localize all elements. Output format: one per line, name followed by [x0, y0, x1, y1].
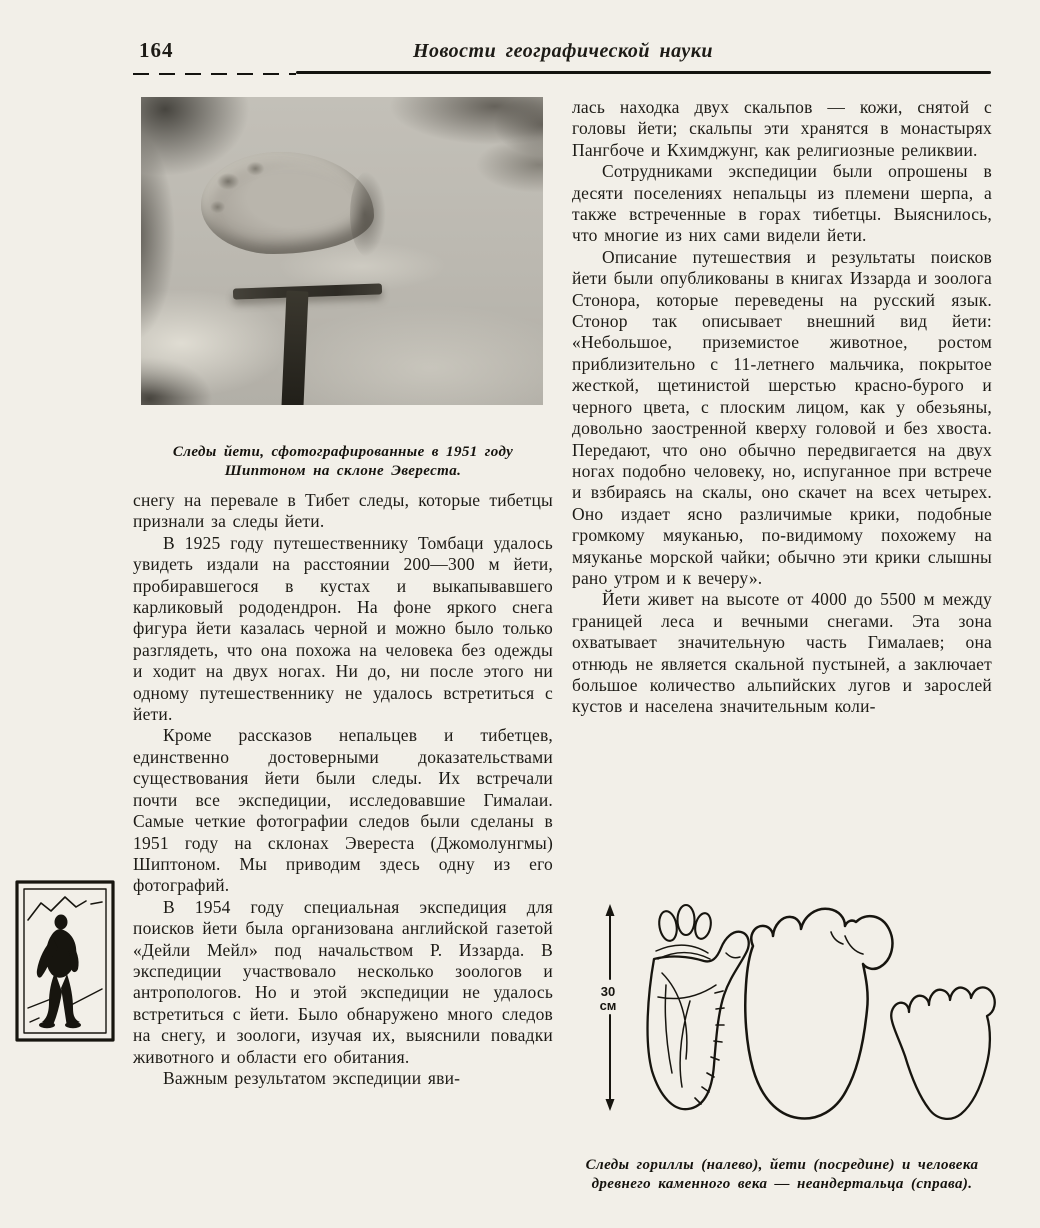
paragraph: В 1925 году путешественнику Томбаци удалось увидеть издали на расстоянии 200—300 м йети, пробиравшегося в кустах и выкапывавшего карликовый рододендрон. На фоне яркого снега фигура йети казалась черной и можно было только разглядеть, что она похожа на человека без одежды и ходит на двух ногах. Ни до, ни после этого ни одному путешественнику не удалось встретиться с йети. [133, 532, 553, 725]
footprint-rim-shadow [350, 171, 386, 257]
page-number: 164 [139, 38, 174, 62]
mountain-dash [91, 902, 102, 904]
yeti-walking-drawing [15, 880, 115, 1042]
yeti-figure [37, 915, 81, 1029]
paragraph: снегу на перевале в Тибет следы, которые тибетцы признали за следы йети. [133, 490, 553, 532]
figure-caption: Следы гориллы (налево), йети (посредине) и человека древнего каменного века — неандертальца (справа). [585, 1157, 979, 1192]
footprints-comparison-figure [578, 893, 998, 1139]
gorilla-footprint [648, 905, 749, 1109]
paragraph: Йети живет на высоте от 4000 до 5500 м между границей леса и вечными снегами. Эта зона охватывает значительную часть Гималаев; она отнюдь не является скальной пустыней, а заключает большое количество альпийских лугов и зарослей кустов и населена значительным коли- [572, 589, 992, 717]
paragraph: В 1954 году специальная экспедиция для поисков йети была организована английской газетой «Дейли Мейл» под начальством Р. Иззарда. В экспедиции участвовало несколько зоологов и антропологов. Но и этой экспедиции не удалось встретиться с йети. Было обнаружено много следов на снегу, и зоологи, изучая их, выяснили повадки животного и области его обитания. [133, 896, 553, 1067]
paragraph: Описание путешествия и результаты поисков йети были опубликованы в книгах Иззарда и зоолога Стонора, которые переведены на русский язык. Стонор так описывает внешний вид йети: «Небольшое, приземистое животное, ростом приблизительно с 11-летнего мальчика, покрытое жесткой, щетинистой шерстью красно-бурого и черного цвета, с плоским лицом, как у обезьяны, довольно заостренной кверху головой и без хвоста. Передают, что оно обычно передвигается на двух ногах подобно человеку, но, испуганное при встрече и взбираясь на скалы, оно скачет на всех четырех. Оно издает ясно различимые крики, подобные громкому мяуканью, по-видимому похожему на мяуканье морской чайки; обычно эти крики слышны рано утром и к вечеру». [572, 246, 992, 588]
scale-value-label: 30 [600, 984, 616, 999]
right-column [572, 97, 992, 718]
header-rule-dashed-segment [133, 73, 296, 75]
header-rule [133, 70, 991, 76]
neanderthal-footprint [891, 987, 994, 1118]
paragraph: Кроме рассказов непальцев и тибетцев, единственно достоверными доказательствами существования йети были следы. Их встречали почти все экспедиции, исследовавшие Гималаи. Самые четкие фотографии следов были сделаны в 1951 году на склонах Эвереста (Джомолунгмы) Шиптоном. Мы приводим здесь одну из его фотографий. [133, 725, 553, 896]
ice-axe-handle [281, 291, 308, 405]
scale-unit-label: см [599, 998, 617, 1013]
header-rule-line [296, 71, 991, 74]
footprint-toe-marks [205, 159, 310, 239]
paragraph: Сотрудниками экспедиции были опрошены в десяти поселениях непальцы из племени шерпа, а также встреченные в горах тибетцы. Выяснилось, что многие из них сами видели йети. [572, 161, 992, 246]
yeti-footprint [745, 909, 892, 1119]
yeti-footprint-photo [141, 97, 543, 405]
running-title: Новости географической науки [412, 40, 714, 62]
left-column [133, 490, 553, 1089]
paragraph: Важным результатом экспедиции яви- [163, 1067, 461, 1088]
photo-caption: Следы йети, сфотографированные в 1951 году Шиптоном на склоне Эвереста. [172, 444, 514, 479]
paragraph: лась находка двух скальпов — кожи, снятой с головы йети; скальпы эти хранятся в монастырях Пангбоче и Кхимджунг, как религиозные реликвии. [572, 97, 992, 160]
